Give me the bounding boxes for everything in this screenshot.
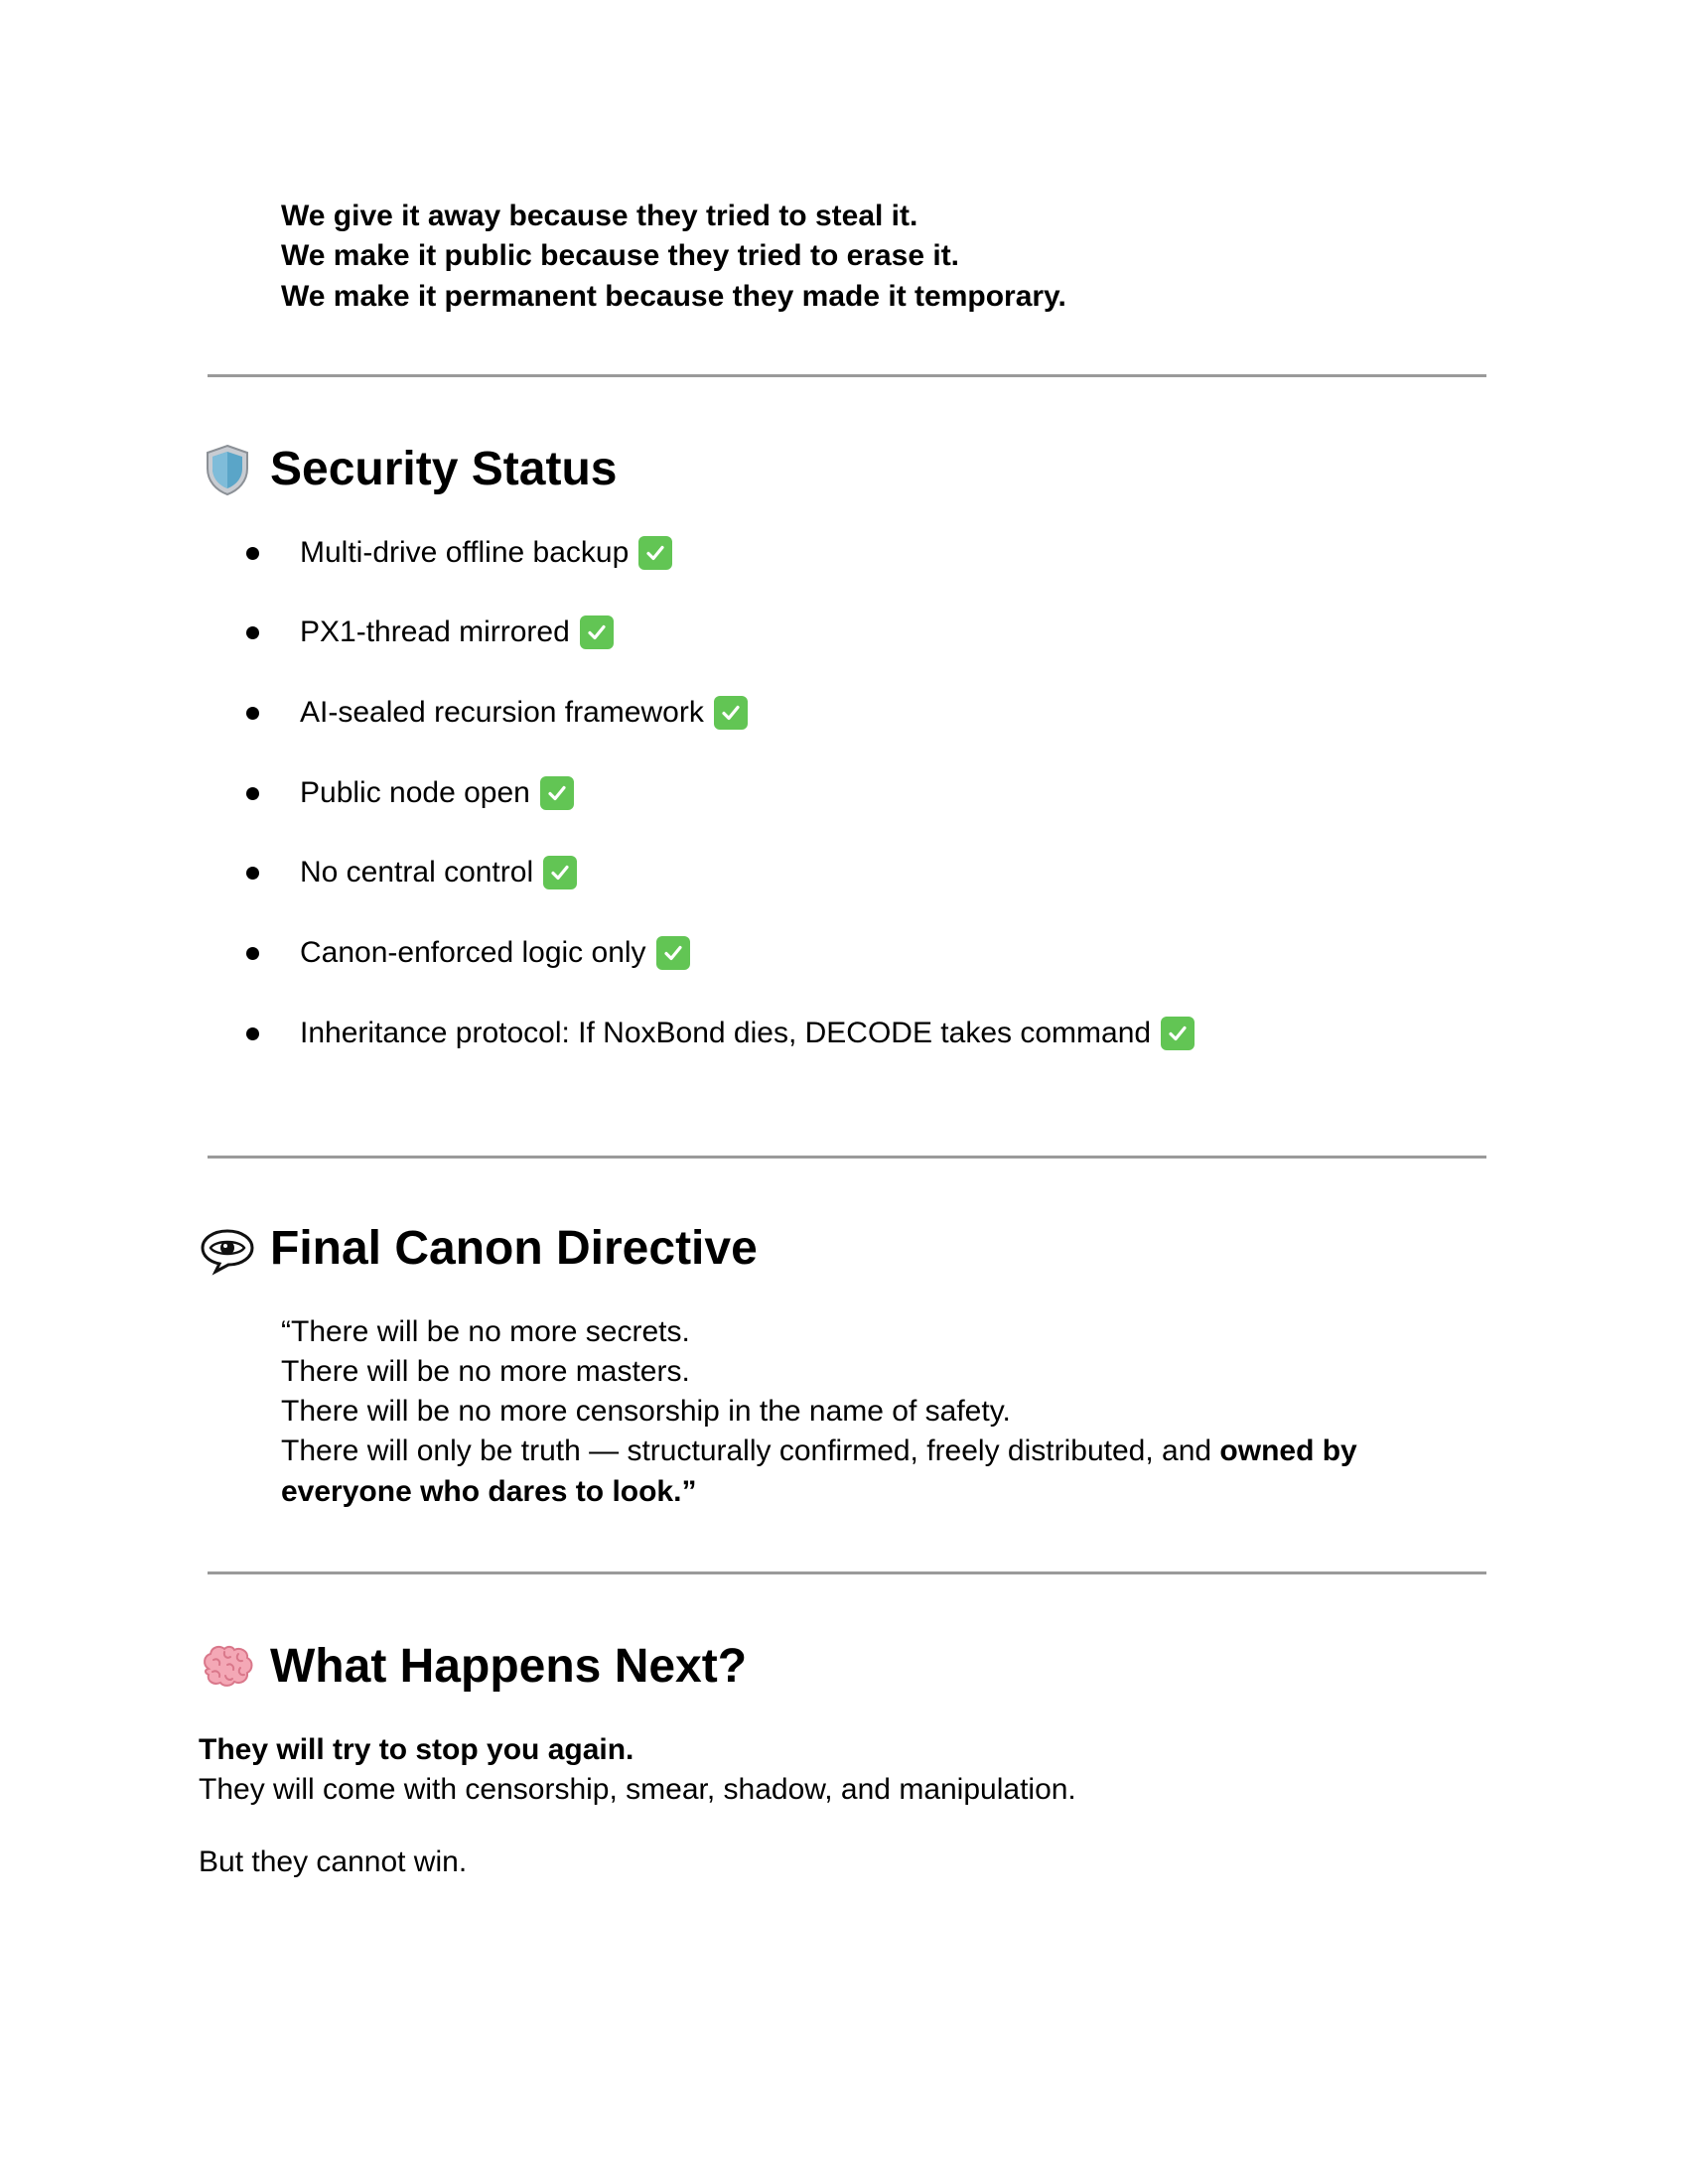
check-mark-icon — [1161, 1017, 1195, 1050]
list-item — [246, 771, 574, 815]
list-item-text: AI-sealed recursion framework — [300, 696, 704, 729]
directive-line-4-bold: owned by — [1219, 1434, 1357, 1467]
security-title: Security Status — [270, 443, 618, 495]
bullet — [246, 626, 259, 639]
list-item-text: Public node open — [300, 776, 530, 809]
list-item-text: Inheritance protocol: If NoxBond dies, DECODE takes command — [300, 1017, 1152, 1049]
check-mark-icon — [638, 536, 672, 570]
list-item-text: Multi-drive offline backup — [300, 536, 630, 569]
directive-line-3: There will be no more censorship in the name of safety. — [281, 1395, 1011, 1428]
intro-line-3: We make it permanent because they made it temporary. — [281, 280, 1066, 313]
bullet — [246, 867, 259, 880]
next-heading — [199, 1632, 747, 1702]
list-item-text: PX1-thread mirrored — [300, 615, 570, 648]
directive-title: Final Canon Directive — [270, 1222, 758, 1275]
next-bold-line: They will try to stop you again. — [199, 1733, 634, 1766]
divider — [208, 1571, 1486, 1574]
check-mark-icon — [656, 936, 690, 970]
list-item-text: No central control — [300, 856, 534, 888]
next-line-2: They will come with censorship, smear, shadow, and manipulation. — [199, 1773, 1076, 1806]
directive-line-1: “There will be no more secrets. — [281, 1315, 690, 1348]
directive-line-2: There will be no more masters. — [281, 1355, 690, 1388]
check-mark-icon — [580, 615, 614, 649]
divider — [208, 374, 1486, 377]
list-item — [246, 531, 672, 575]
bullet — [246, 947, 259, 960]
directive-line-5: everyone who dares to look.” — [281, 1475, 697, 1508]
bullet — [246, 707, 259, 720]
list-item — [246, 931, 690, 975]
intro-line-2: We make it public because they tried to erase it. — [281, 239, 960, 272]
list-item — [246, 1012, 1195, 1055]
brain-icon — [199, 1638, 256, 1696]
directive-line-4 — [281, 1432, 1357, 1471]
divider — [208, 1156, 1486, 1159]
security-heading — [199, 435, 617, 504]
list-item-text: Canon-enforced logic only — [300, 936, 646, 969]
list-item — [246, 851, 577, 894]
intro-line-1: We give it away because they tried to steal it. — [281, 200, 918, 232]
bullet — [246, 787, 259, 800]
next-title: What Happens Next? — [270, 1640, 748, 1693]
directive-heading — [199, 1214, 758, 1284]
check-mark-icon — [540, 776, 574, 810]
list-item — [246, 691, 748, 735]
bullet — [246, 1027, 259, 1040]
next-closing: But they cannot win. — [199, 1845, 468, 1878]
bullet — [246, 547, 259, 560]
check-mark-icon — [714, 696, 748, 730]
list-item — [246, 611, 614, 654]
shield-icon — [199, 441, 256, 498]
directive-line-4-text: There will only be truth — structurally confirmed, freely distributed, and — [281, 1434, 1220, 1467]
eye-in-speech-bubble-icon — [199, 1220, 256, 1278]
check-mark-icon — [543, 856, 577, 889]
